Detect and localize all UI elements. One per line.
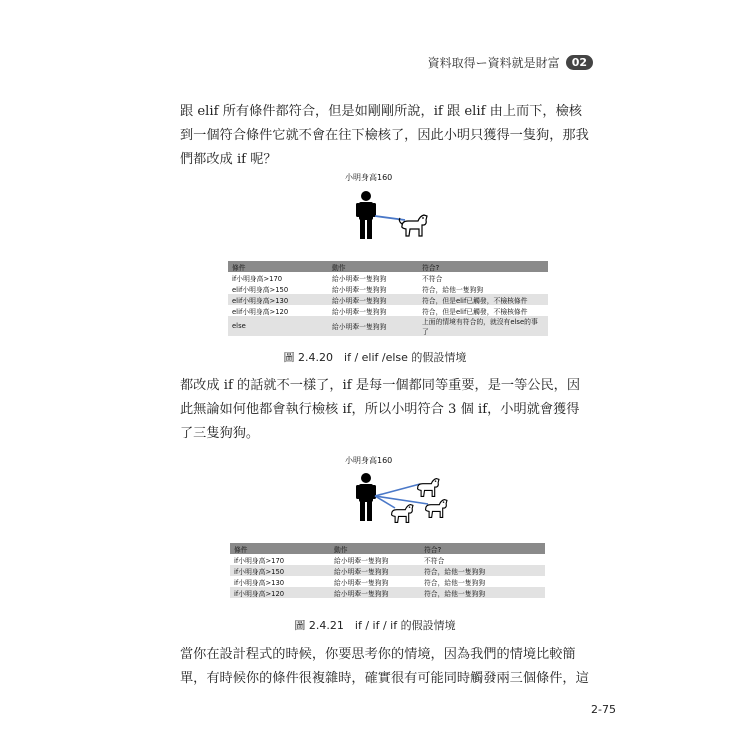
cell-match: 符合，給他一隻狗狗 [424, 578, 486, 587]
cell-condition: if小明身高>130 [234, 578, 285, 587]
cell-action: 給小明牽一隻狗狗 [330, 565, 420, 576]
cell-match: 不符合 [424, 556, 445, 565]
header-match: 符合? [418, 261, 548, 272]
header-condition: 條件 [228, 261, 328, 272]
cell-action: 給小明牽一隻狗狗 [332, 274, 387, 283]
dog-icon [418, 479, 439, 497]
cell-condition: elif小明身高>120 [232, 307, 289, 316]
table-row [228, 272, 548, 283]
header-match: 符合? [420, 543, 545, 554]
cell-condition: if小明身高>150 [230, 565, 330, 576]
figure1-title: 小明身高160 [345, 173, 393, 182]
cell-match: 上面的情境有符合的，就沒有else的事了 [418, 316, 548, 336]
leash-line [375, 216, 405, 220]
cell-condition: else [228, 316, 328, 336]
cell-condition: if小明身高>120 [230, 587, 330, 598]
paragraph-3: 當你在設計程式的時候，你要思考你的情境，因為我們的情境比較簡單，有時候你的條件很複雜時，確實很有可能同時觸發兩三個條件，這 [180, 647, 589, 686]
table-row [230, 565, 545, 576]
figure2-table [230, 543, 545, 598]
table-row [228, 305, 548, 316]
figure2-illustration [350, 470, 460, 526]
figure2-caption: 圖 2.4.21 if / if / if 的假設情境 [294, 619, 456, 632]
table-header-row [230, 543, 545, 554]
cell-action: 給小明牽一隻狗狗 [332, 285, 387, 294]
figure1-illustration [350, 190, 430, 242]
person-icon [356, 191, 376, 239]
table-row [230, 587, 545, 598]
table-header-row [228, 261, 548, 272]
cell-action: 給小明牽一隻狗狗 [334, 556, 389, 565]
cell-condition: if小明身高>170 [232, 274, 283, 283]
dog-icon [426, 500, 447, 518]
table-row [228, 316, 548, 336]
cell-match: 符合，給他一隻狗狗 [422, 285, 484, 294]
paragraph-1: 跟 elif 所有條件都符合，但是如剛剛所說，if 跟 elif 由上而下，檢核到一個符合條件它就不會在往下檢核了，因此小明只獲得一隻狗，那我們都改成 if 呢？ [180, 104, 589, 167]
header-action: 動作 [328, 261, 418, 272]
person-icon [356, 473, 376, 521]
table-row [230, 554, 545, 565]
header-action: 動作 [330, 543, 420, 554]
cell-match: 符合，給他一隻狗狗 [420, 587, 545, 598]
paragraph-2: 都改成 if 的話就不一樣了，if 是每一個都同等重要，是一等公民，因此無論如何他都會執行檢核 if，所以小明符合 3 個 if，小明就會獲得了三隻狗狗。 [180, 378, 581, 441]
leash-line [375, 484, 420, 496]
cell-action: 給小明牽一隻狗狗 [332, 307, 387, 316]
table-row [230, 576, 545, 587]
page-number: 2-75 [591, 703, 616, 716]
figure2-title: 小明身高160 [345, 456, 393, 465]
cell-action: 給小明牽一隻狗狗 [328, 316, 418, 336]
cell-action: 給小明牽一隻狗狗 [334, 578, 389, 587]
cell-match: 符合，給他一隻狗狗 [420, 565, 545, 576]
header-title: 資料取得ー資料就是財富 [427, 56, 560, 70]
chapter-badge: 02 [566, 55, 593, 70]
figure1-table [228, 261, 548, 336]
cell-action: 給小明牽一隻狗狗 [328, 294, 418, 305]
header-condition: 條件 [230, 543, 330, 554]
table-row [228, 294, 548, 305]
cell-match: 不符合 [422, 274, 443, 283]
table-row [228, 283, 548, 294]
running-header [428, 54, 593, 71]
cell-match: 符合，但是elif已觸發，不檢核條件 [422, 307, 528, 316]
cell-action: 給小明牽一隻狗狗 [330, 587, 420, 598]
cell-match: 符合，但是elif已觸發，不檢核條件 [418, 294, 548, 305]
dog-icon [399, 215, 427, 236]
cell-condition: if小明身高>170 [234, 556, 285, 565]
cell-condition: elif小明身高>150 [232, 285, 289, 294]
figure1-caption: 圖 2.4.20 if / elif /else 的假設情境 [283, 351, 467, 364]
cell-condition: elif小明身高>130 [228, 294, 328, 305]
